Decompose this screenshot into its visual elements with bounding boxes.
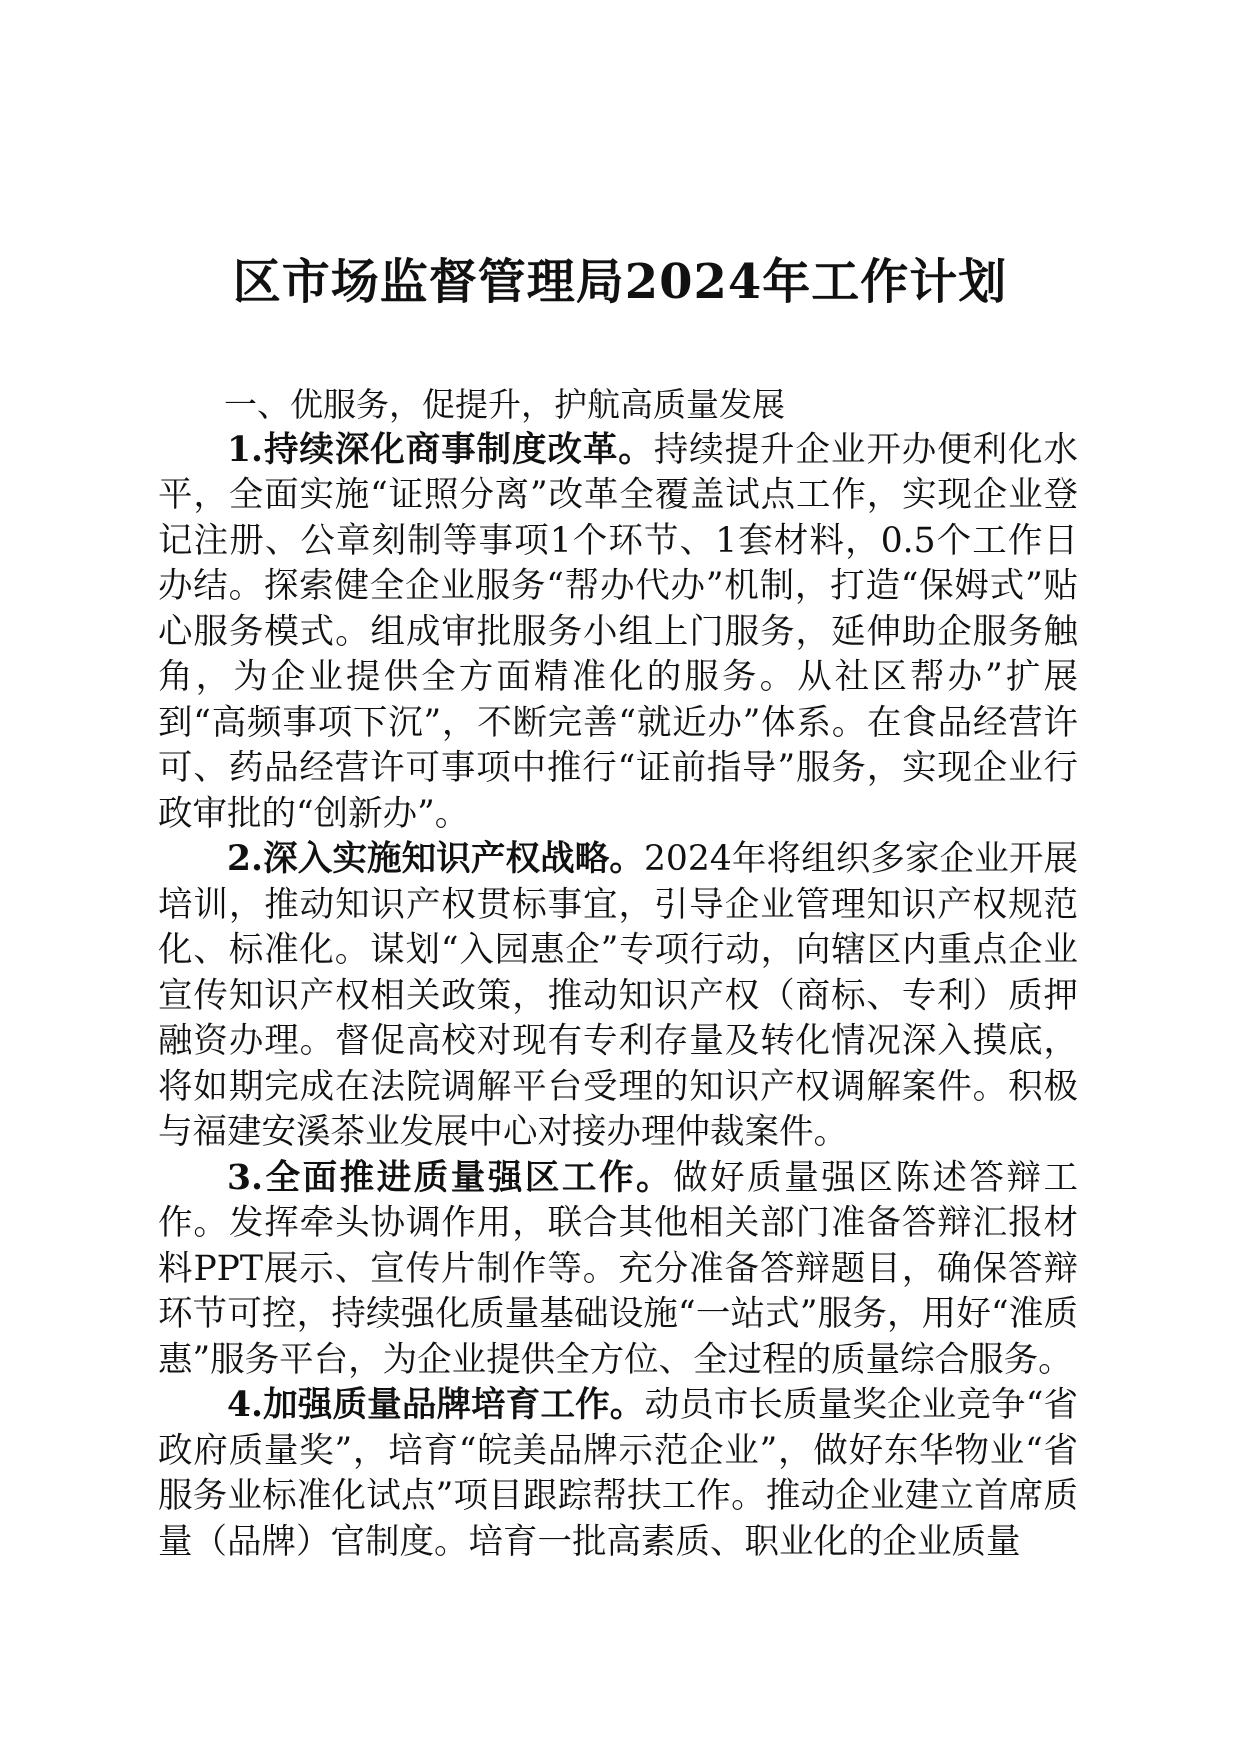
item-text: 动员市长质量奖企业竞争“省政府质量奖”，培育“皖美品牌示范企业”，做好东华物业“省服务业标准化试点”项目跟踪帮扶工作。推动企业建立首席质量（品牌）官制度。培育一批高素质、职业化的企业质量 (158, 1385, 1078, 1562)
item-heading: 1.持续深化商事制度改革。 (227, 429, 654, 470)
paragraph-item-3 (158, 1156, 1078, 1384)
paragraph-item-4 (158, 1383, 1078, 1565)
document-title: 区市场监督管理局2024年工作计划 (232, 254, 1008, 310)
document-body (158, 382, 1078, 1565)
section-heading: 一、优服务，促提升，护航高质量发展 (224, 385, 785, 424)
paragraph-item-1 (158, 428, 1078, 838)
item-heading: 4.加强质量品牌培育工作。 (227, 1385, 645, 1425)
item-heading: 2.深入实施知识产权战略。 (227, 839, 644, 879)
paragraph-item-2 (158, 837, 1078, 1156)
item-text: 做好质量强区陈述答辩工作。发挥牵头协调作用，联合其他相关部门准备答辩汇报材料PPT展示、宣传片制作等。充分准备答辩题目，确保答辩环节可控，持续强化质量基础设施“一站式”服务，用好“淮质惠”服务平台，为企业提供全方位、全过程的质量综合服务。 (158, 1157, 1079, 1380)
item-heading: 3.全面推进质量强区工作。 (227, 1157, 674, 1198)
item-text: 持续提升企业开办便利化水平，全面实施“证照分离”改革全覆盖试点工作，实现企业登记注册、公章刻制等事项1个环节、1套材料，0.5个工作日办结。探索健全企业服务“帮办代办”机制，打造“保姆式”贴心服务模式。组成审批服务小组上门服务，延伸助企服务触角，为企业提供全方面精准化的服务。从社区帮办”扩展到“高频事项下沉”，不断完善“就近办”体系。在食品经营许可、药品经营许可事项中推行“证前指导”服务，实现企业行政审批的“创新办”。 (158, 429, 1079, 834)
item-text: 2024年将组织多家企业开展培训，推动知识产权贯标事宜，引导企业管理知识产权规范化、标准化。谋划“入园惠企”专项行动，向辖区内重点企业宣传知识产权相关政策，推动知识产权（商标、专利）质押融资办理。督促高校对现有专利存量及转化情况深入摸底，将如期完成在法院调解平台受理的知识产权调解案件。积极与福建安溪茶业发展中心对接办理仲裁案件。 (158, 839, 1078, 1152)
